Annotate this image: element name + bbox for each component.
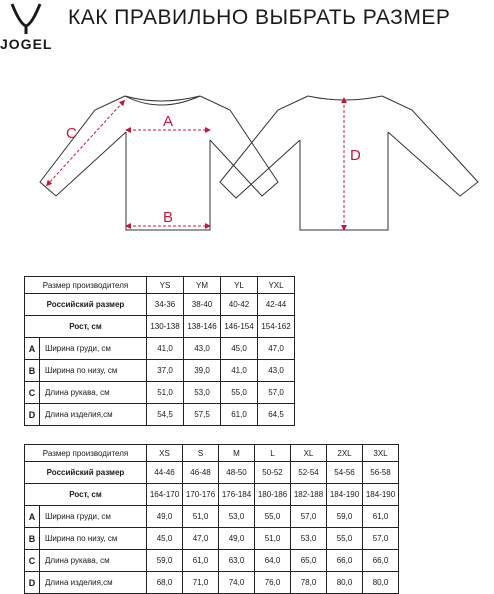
- row-letter: A: [25, 338, 40, 360]
- cell: 56-58: [363, 462, 399, 484]
- cell: 41,0: [147, 338, 184, 360]
- cell: 43,0: [258, 360, 295, 382]
- row-letter: D: [25, 404, 40, 426]
- cell: 40-42: [221, 294, 258, 316]
- cell: 53,0: [291, 528, 327, 550]
- cell: 55,0: [221, 382, 258, 404]
- header-label: Размер производителя: [25, 277, 147, 294]
- cell: 68,0: [147, 572, 183, 594]
- row-letter: A: [25, 506, 40, 528]
- cell: 39,0: [184, 360, 221, 382]
- front-shirt-outline: [40, 96, 278, 230]
- row-name: Ширина груди, см: [40, 338, 147, 360]
- cell: 80,0: [363, 572, 399, 594]
- logo-text: JOGEL: [0, 36, 53, 52]
- cell: 80,0: [327, 572, 363, 594]
- size-cell: YS: [147, 277, 184, 294]
- size-table-adult: [24, 444, 399, 594]
- size-cell: YXL: [258, 277, 295, 294]
- cell: 55,0: [327, 528, 363, 550]
- cell: 66,0: [363, 550, 399, 572]
- measure-row: [25, 550, 399, 572]
- ru-label: Российский размер: [25, 462, 147, 484]
- cell: 43,0: [184, 338, 221, 360]
- measure-row: [25, 506, 399, 528]
- cell: 138-146: [184, 316, 221, 338]
- row-letter: C: [25, 550, 40, 572]
- cell: 59,0: [147, 550, 183, 572]
- cell: 54-56: [327, 462, 363, 484]
- row-name: Длина рукава, см: [40, 382, 147, 404]
- cell: 45,0: [221, 338, 258, 360]
- size-cell: YL: [221, 277, 258, 294]
- cell: 71,0: [183, 572, 219, 594]
- cell: 55,0: [255, 506, 291, 528]
- cell: 54,5: [147, 404, 184, 426]
- cell: 182-188: [291, 484, 327, 506]
- cell: 41,0: [221, 360, 258, 382]
- cell: 184-190: [363, 484, 399, 506]
- ru-label: Российский размер: [25, 294, 147, 316]
- row-name: Длина изделия,см: [40, 404, 147, 426]
- cell: 64,0: [255, 550, 291, 572]
- measure-row: [25, 404, 295, 426]
- label-b: B: [163, 209, 174, 226]
- size-cell: XL: [291, 445, 327, 462]
- cell: 61,0: [363, 506, 399, 528]
- cell: 38-40: [184, 294, 221, 316]
- row-letter: D: [25, 572, 40, 594]
- row-name: Ширина по низу, см: [40, 528, 147, 550]
- cell: 49,0: [219, 528, 255, 550]
- row-name: Длина рукава, см: [40, 550, 147, 572]
- cell: 49,0: [147, 506, 183, 528]
- row-name: Ширина по низу, см: [40, 360, 147, 382]
- cell: 130-138: [147, 316, 184, 338]
- cell: 57,5: [184, 404, 221, 426]
- measure-row: [25, 528, 399, 550]
- header-label: Размер производителя: [25, 445, 147, 462]
- cell: 146-154: [221, 316, 258, 338]
- measure-row: [25, 360, 295, 382]
- size-cell: S: [183, 445, 219, 462]
- cell: 57,0: [291, 506, 327, 528]
- measure-row: [25, 382, 295, 404]
- header-row: [25, 445, 399, 462]
- cell: 66,0: [327, 550, 363, 572]
- cell: 64,5: [258, 404, 295, 426]
- page-title: КАК ПРАВИЛЬНО ВЫБРАТЬ РАЗМЕР: [68, 6, 451, 29]
- cell: 37,0: [147, 360, 184, 382]
- cell: 53,0: [219, 506, 255, 528]
- cell: 61,0: [221, 404, 258, 426]
- cell: 53,0: [184, 382, 221, 404]
- size-cell: M: [219, 445, 255, 462]
- row-letter: B: [25, 360, 40, 382]
- cell: 65,0: [291, 550, 327, 572]
- cell: 45,0: [147, 528, 183, 550]
- garment-diagram: [0, 70, 494, 250]
- cell: 34-36: [147, 294, 184, 316]
- ru-size-row: [25, 294, 295, 316]
- cell: 51,0: [183, 506, 219, 528]
- ru-size-row: [25, 462, 399, 484]
- cell: 46-48: [183, 462, 219, 484]
- back-shirt-outline: [220, 96, 478, 230]
- cell: 184-190: [327, 484, 363, 506]
- label-a: A: [163, 113, 174, 130]
- cell: 47,0: [258, 338, 295, 360]
- label-c: C: [66, 125, 77, 142]
- cell: 57,0: [363, 528, 399, 550]
- cell: 170-176: [183, 484, 219, 506]
- measure-row: [25, 572, 399, 594]
- cell: 50-52: [255, 462, 291, 484]
- height-label: Рост, см: [25, 484, 147, 506]
- row-letter: C: [25, 382, 40, 404]
- cell: 63,0: [219, 550, 255, 572]
- header-row: [25, 277, 295, 294]
- cell: 164-170: [147, 484, 183, 506]
- size-table-youth: [24, 276, 295, 426]
- cell: 52-54: [291, 462, 327, 484]
- cell: 59,0: [327, 506, 363, 528]
- cell: 42-44: [258, 294, 295, 316]
- measure-c-line: [48, 102, 123, 184]
- cell: 61,0: [183, 550, 219, 572]
- cell: 48-50: [219, 462, 255, 484]
- cell: 57,0: [258, 382, 295, 404]
- row-letter: B: [25, 528, 40, 550]
- size-cell: YM: [184, 277, 221, 294]
- row-name: Длина изделия,см: [40, 572, 147, 594]
- cell: 76,0: [255, 572, 291, 594]
- cell: 154-162: [258, 316, 295, 338]
- measure-row: [25, 338, 295, 360]
- size-cell: 2XL: [327, 445, 363, 462]
- height-row: [25, 484, 399, 506]
- label-d: D: [350, 147, 361, 164]
- cell: 44-46: [147, 462, 183, 484]
- size-cell: L: [255, 445, 291, 462]
- cell: 74,0: [219, 572, 255, 594]
- cell: 78,0: [291, 572, 327, 594]
- row-name: Ширина груди, см: [40, 506, 147, 528]
- size-cell: XS: [147, 445, 183, 462]
- cell: 47,0: [183, 528, 219, 550]
- cell: 51,0: [147, 382, 184, 404]
- cell: 180-186: [255, 484, 291, 506]
- height-row: [25, 316, 295, 338]
- cell: 176-184: [219, 484, 255, 506]
- size-cell: 3XL: [363, 445, 399, 462]
- cell: 51,0: [255, 528, 291, 550]
- height-label: Рост, см: [25, 316, 147, 338]
